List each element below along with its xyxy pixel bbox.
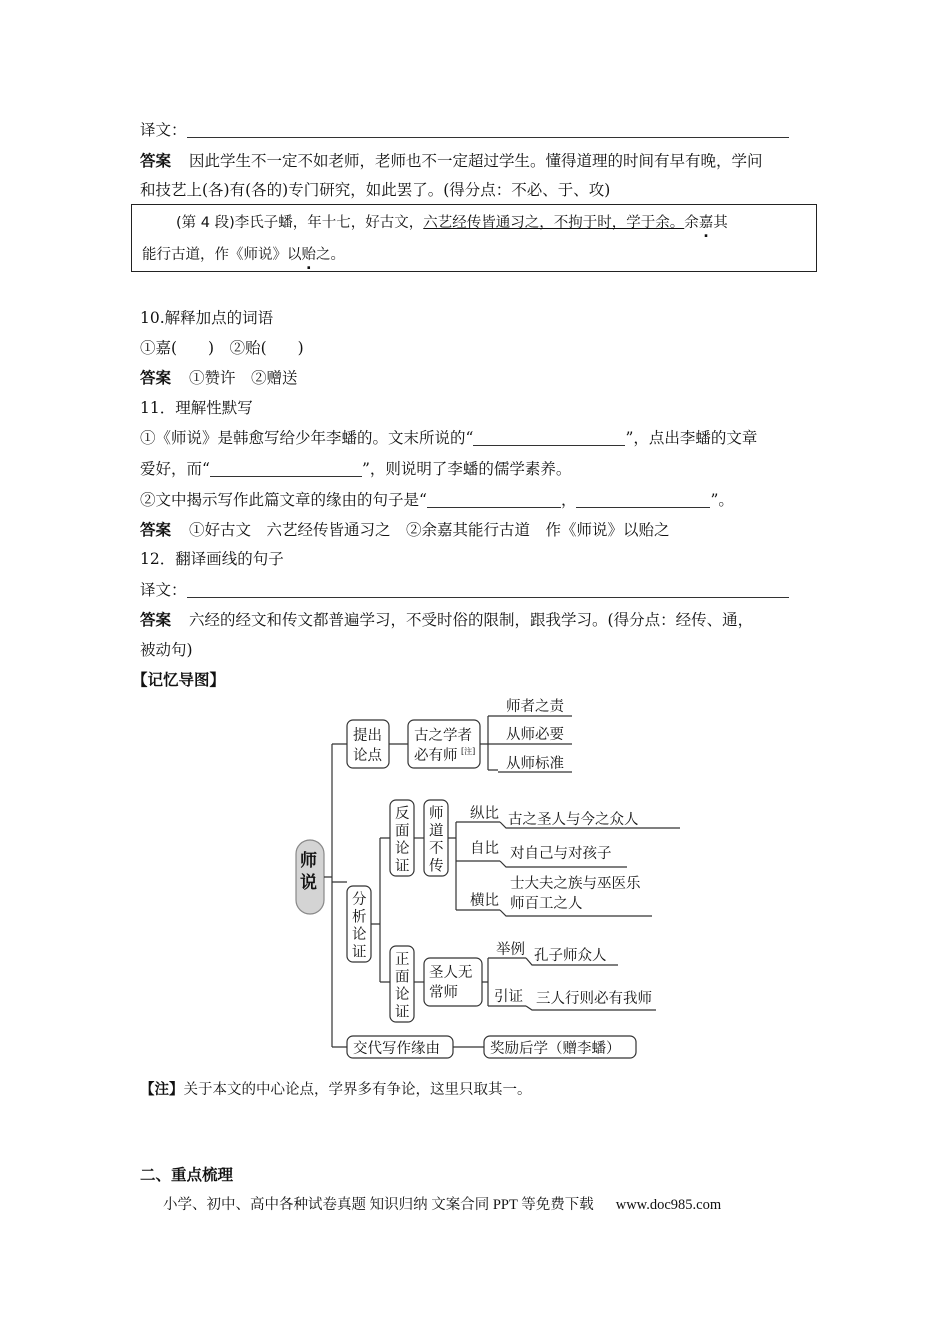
shidao-text-char: 传 bbox=[429, 858, 444, 875]
mindmap-heading: 【记忆导图】 bbox=[132, 671, 226, 689]
leaf-gu-2: 从师必要 bbox=[506, 727, 564, 743]
gu-1: 古之学者 bbox=[414, 728, 472, 744]
fenxi-text bbox=[352, 891, 367, 961]
shidao-text-char: 道 bbox=[429, 823, 444, 840]
footer: 小学、初中、高中各种试卷真题 知识归纳 文案合同 PPT 等免费下载 www.doc985.com bbox=[163, 1197, 722, 1213]
tichu-2: 论点 bbox=[353, 748, 382, 764]
q10-items: ①嘉( ) ②贻( ) bbox=[140, 339, 304, 357]
translate-line-q12: 译文： bbox=[140, 578, 789, 600]
fenxi-text-char: 论 bbox=[352, 927, 367, 943]
fanmian-text-char: 证 bbox=[395, 858, 410, 875]
zhengmian-text-char: 证 bbox=[395, 1004, 410, 1021]
fanmian-text bbox=[395, 805, 410, 875]
translate-line-q9: 译文： bbox=[140, 118, 789, 140]
blank bbox=[187, 122, 789, 139]
zhengmian-text-char: 正 bbox=[395, 952, 410, 968]
q11-title: 11．理解性默写 bbox=[140, 399, 253, 417]
underlined-sentence: 六艺经传皆通习之，不拘于时，学于余。 bbox=[423, 215, 685, 231]
q11-line1: ①《师说》是韩愈写给少年李蟠的。文末所说的“ ”，点出李蟠的文章 bbox=[140, 429, 758, 447]
label-hengbi: 横比 bbox=[470, 893, 499, 909]
label-yinzheng: 引证 bbox=[494, 989, 523, 1005]
zhengmian-text bbox=[395, 951, 410, 1021]
shidao-text bbox=[429, 805, 444, 875]
fenxi-text-char: 分 bbox=[352, 892, 367, 908]
fanmian-text-char: 反 bbox=[395, 806, 410, 822]
jiangli-text: 奖励后学（赠李蟠） bbox=[490, 1041, 621, 1057]
answer-q9-cont: 和技艺上(各)有(各的)专门研究，如此罢了。(得分点：不必、于、攻) bbox=[140, 181, 611, 199]
passage-line2: 能行古道，作《师说》以贻之。 bbox=[142, 247, 345, 263]
leaf-zongbi: 古之圣人与今之众人 bbox=[508, 812, 639, 828]
passage-line1: (第 4 段)李氏子蟠，年十七，好古文，六艺经传皆通习之，不拘于时，学于余。余嘉其 bbox=[176, 215, 728, 231]
section-title: 二、重点梳理 bbox=[140, 1166, 234, 1184]
fanmian-text-char: 论 bbox=[395, 841, 410, 857]
mindmap-diagram bbox=[0, 690, 950, 1070]
label-juli: 举例 bbox=[496, 942, 525, 958]
leaf-hengbi-2: 师百工之人 bbox=[510, 896, 583, 912]
answer-q11: 答案 ①好古文 六艺经传皆通习之 ②余嘉其能行古道 作《师说》以贻之 bbox=[140, 521, 670, 539]
q12-title: 12．翻译画线的句子 bbox=[140, 550, 284, 568]
leaf-zibi: 对自己与对孩子 bbox=[510, 846, 612, 862]
fenxi-text-char: 析 bbox=[352, 909, 367, 926]
note-mark: [注] bbox=[461, 747, 476, 756]
shidao-text-char: 不 bbox=[429, 841, 444, 857]
note-line: 【注】关于本文的中心论点，学界多有争论，这里只取其一。 bbox=[140, 1082, 532, 1098]
shidao-text-char: 师 bbox=[429, 806, 444, 822]
gu-2: 必有师 bbox=[414, 748, 458, 764]
q11-line3: ②文中揭示写作此篇文章的缘由的句子是“ ， ”。 bbox=[140, 491, 734, 509]
zhengmian-text-char: 面 bbox=[395, 969, 410, 986]
shengren-1: 圣人无 bbox=[429, 965, 473, 981]
answer-q12-cont: 被动句) bbox=[140, 641, 193, 659]
leaf-yinzheng: 三人行则必有我师 bbox=[536, 991, 652, 1007]
fenxi-text-char: 证 bbox=[352, 944, 367, 961]
dotted-word-yi: 贻 bbox=[301, 247, 316, 263]
label-zibi: 自比 bbox=[470, 841, 499, 857]
label-zongbi: 纵比 bbox=[470, 806, 499, 822]
q10-title: 10.解释加点的词语 bbox=[140, 309, 274, 327]
leaf-hengbi-1: 士大夫之族与巫医乐 bbox=[510, 876, 641, 892]
leaf-gu-3: 从师标准 bbox=[506, 756, 564, 772]
zhengmian-text-char: 论 bbox=[395, 987, 410, 1003]
jiaodai-text: 交代写作缘由 bbox=[353, 1041, 440, 1057]
shengren-2: 常师 bbox=[429, 985, 458, 1001]
answer-q9: 答案 因此学生不一定不如老师，老师也不一定超过学生。懂得道理的时间有早有晚，学问 bbox=[140, 152, 763, 170]
root-label-1: 师 bbox=[300, 851, 317, 871]
leaf-gu-1: 师者之责 bbox=[506, 699, 564, 715]
leaf-juli: 孔子师众人 bbox=[534, 948, 607, 964]
tichu-1: 提出 bbox=[353, 728, 382, 744]
dotted-word-jia: 嘉 bbox=[698, 215, 714, 231]
passage-box bbox=[131, 204, 817, 272]
answer-q10: 答案 ①赞许 ②赠送 bbox=[140, 369, 298, 387]
fanmian-text-char: 面 bbox=[395, 823, 410, 840]
root-label-2: 说 bbox=[300, 873, 317, 893]
q11-line2: 爱好，而“ ”，则说明了李蟠的儒学素养。 bbox=[140, 460, 572, 478]
footer-url: www.doc985.com bbox=[615, 1197, 722, 1213]
answer-q12: 答案 六经的经文和传文都普遍学习，不受时俗的限制，跟我学习。(得分点：经传、通， bbox=[140, 611, 754, 629]
